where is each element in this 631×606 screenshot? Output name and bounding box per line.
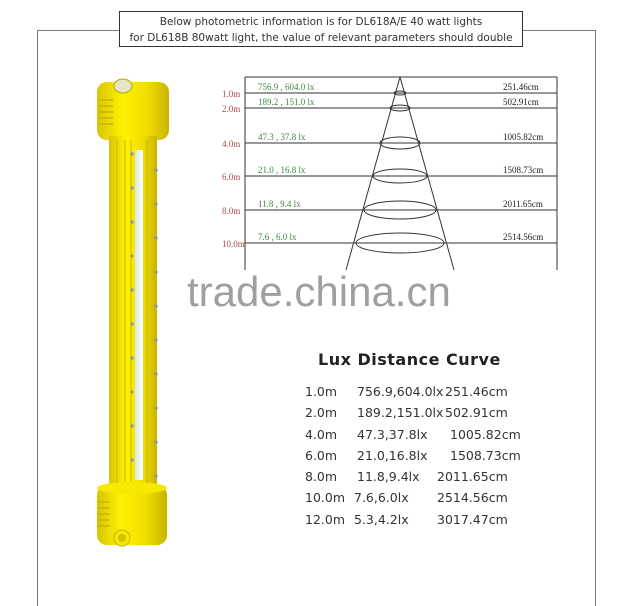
photometric-notice-box [119, 11, 523, 47]
chart-distance-label: 2.0m [222, 104, 241, 114]
frame-border-left [37, 30, 38, 606]
diameter-cell: 2514.56cm [437, 490, 508, 506]
frame-border-right [595, 30, 596, 606]
chart-lux-label: 756.9 , 604.0 lx [258, 82, 315, 92]
chart-diameter-label: 2011.65cm [503, 199, 543, 209]
chart-distance-label: 8.0m [222, 206, 241, 216]
chart-diameter-label: 2514.56cm [503, 232, 544, 242]
chart-lux-label: 11.8 , 9.4 lx [258, 199, 301, 209]
chart-distance-label: 4.0m [222, 139, 241, 149]
chart-diameter-label: 251.46cm [503, 82, 539, 92]
chart-lux-label: 47.3 , 37.8 lx [258, 132, 306, 142]
frame-border-top-left [37, 30, 119, 31]
notice-line-2: for DL618B 80watt light, the value of relevant parameters should double [129, 32, 513, 44]
chart-distance-label: 10.0m [222, 239, 245, 249]
lux-cell: 47.3,37.8lx [357, 426, 428, 442]
distance-cell: 8.0m [305, 469, 338, 485]
diameter-cell: 1508.73cm [450, 447, 521, 463]
lux-cell: 11.8,9.4lx [357, 469, 420, 485]
chart-lux-label: 21.0 , 16.8 lx [258, 165, 306, 175]
lux-cell: 7.6,6.0lx [354, 490, 409, 506]
diameter-cell: 502.91cm [445, 405, 508, 421]
diameter-cell: 3017.47cm [437, 511, 508, 527]
diameter-cell: 251.46cm [445, 384, 508, 399]
distance-cell: 1.0m [305, 384, 338, 399]
lux-cell: 21.0,16.8lx [357, 447, 428, 463]
chart-diameter-label: 502.91cm [503, 97, 539, 107]
chart-distance-label: 6.0m [222, 172, 241, 182]
chart-diameter-label: 1005.82cm [503, 132, 544, 142]
distance-cell: 6.0m [305, 447, 338, 463]
lux-cone-diagram [218, 70, 568, 270]
lamp-product-image [95, 70, 175, 570]
distance-cell: 12.0m [305, 511, 346, 527]
distance-cell: 4.0m [305, 426, 338, 442]
lux-cell: 189.2,151.0lx [357, 405, 444, 421]
chart-distance-label: 1.0m [222, 89, 241, 99]
chart-lux-label: 7.6 , 6.0 lx [258, 232, 297, 242]
lux-cell: 5.3,4.2lx [354, 511, 409, 527]
distance-cell: 2.0m [305, 405, 338, 421]
chart-lux-label: 189.2 , 151.0 lx [258, 97, 315, 107]
chart-diameter-label: 1508.73cm [503, 165, 544, 175]
frame-border-top-right [523, 30, 596, 31]
diameter-cell: 1005.82cm [450, 426, 521, 442]
lux-cell: 756.9,604.0lx [357, 384, 444, 399]
diameter-cell: 2011.65cm [437, 469, 508, 485]
notice-line-1: Below photometric information is for DL618A/E 40 watt lights [159, 16, 483, 28]
table-title: Lux Distance Curve [318, 350, 501, 369]
watermark: trade.china.cn [187, 268, 451, 315]
distance-cell: 10.0m [305, 490, 346, 506]
